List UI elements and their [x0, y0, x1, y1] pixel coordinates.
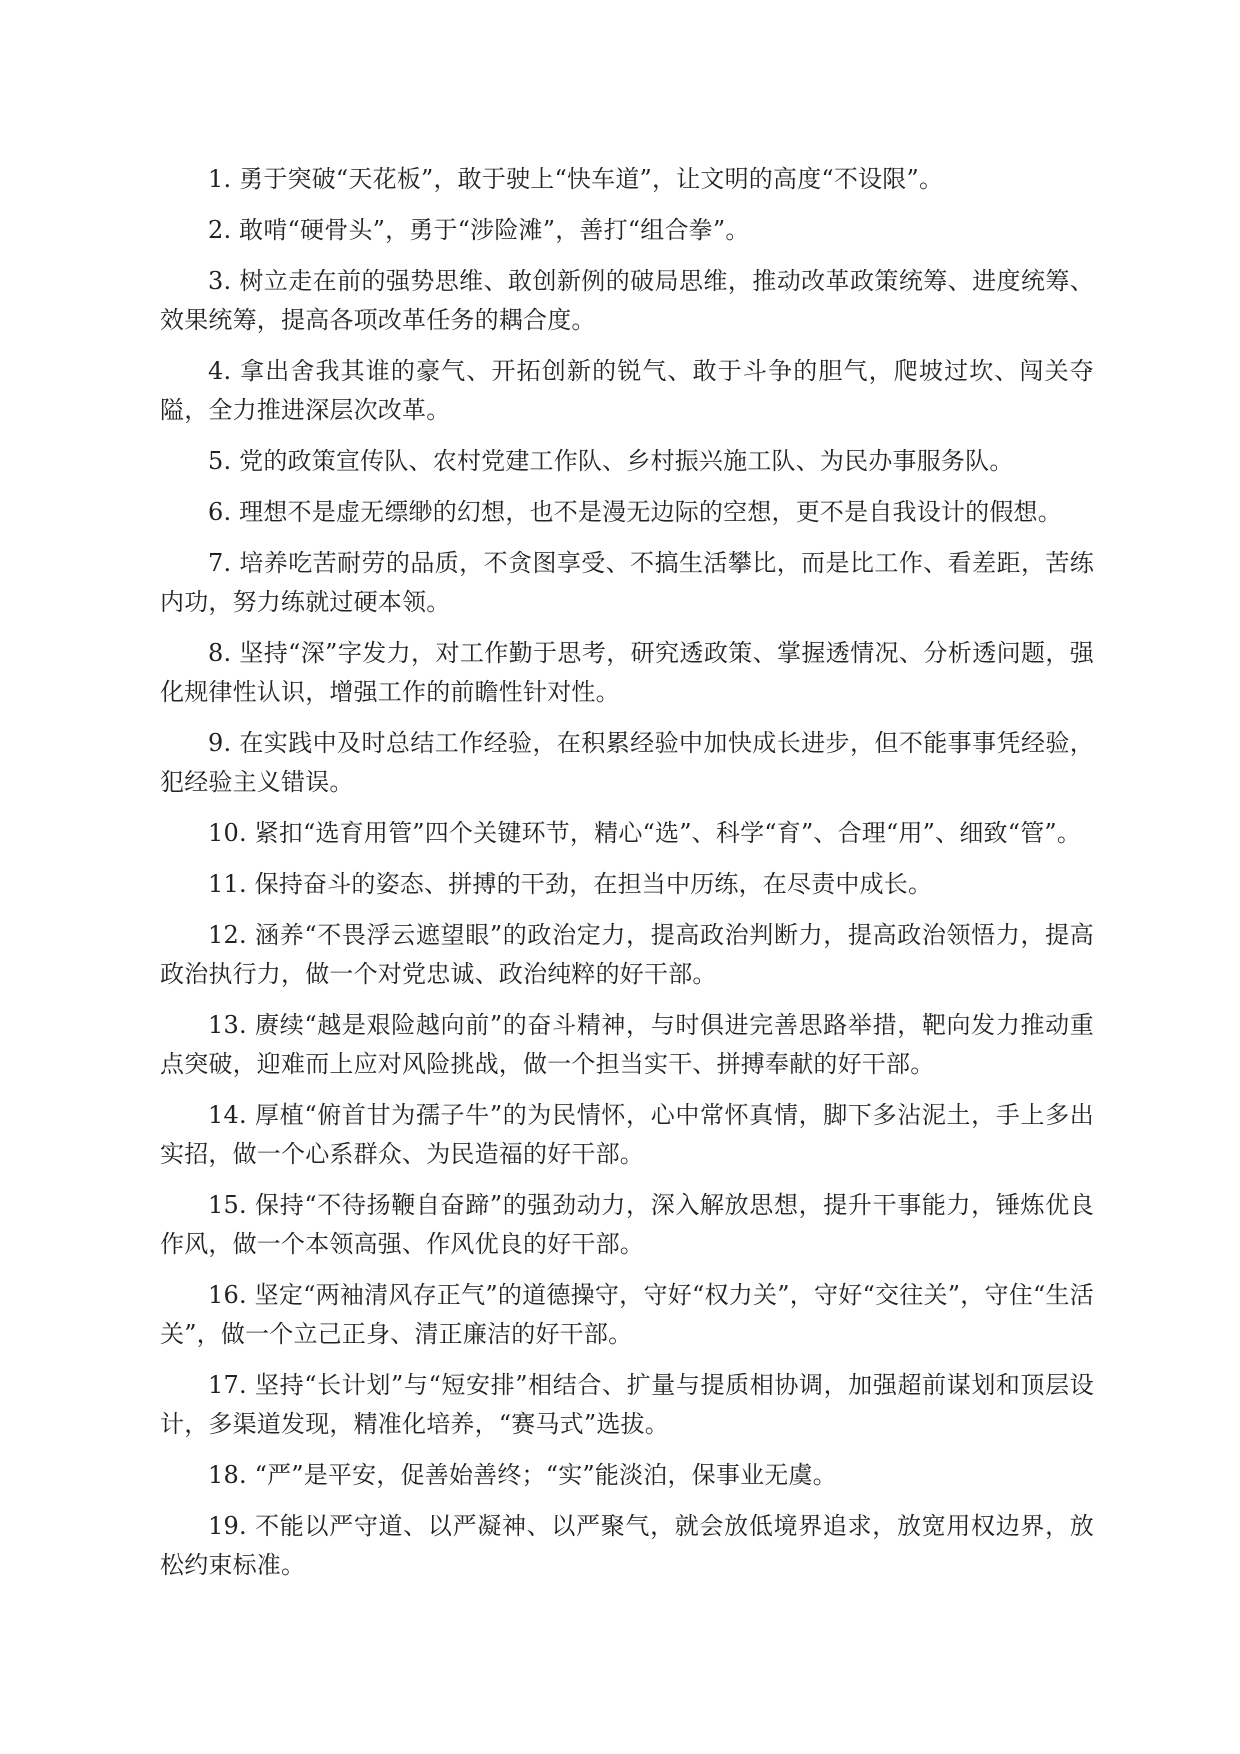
list-item-17: 17. 坚持“长计划”与“短安排”相结合、扩量与提质相协调，加强超前谋划和顶层设计，多渠道发现，精准化培养，“赛马式”选拔。	[160, 1371, 1094, 1438]
list-item-2: 2. 敢啃“硬骨头”，勇于“涉险滩”，善打“组合拳”。	[208, 216, 750, 244]
list-item-8: 8. 坚持“深”字发力，对工作勤于思考，研究透政策、掌握透情况、分析透问题，强化规律性认识，增强工作的前瞻性针对性。	[160, 639, 1094, 706]
list-item-7: 7. 培养吃苦耐劳的品质，不贪图享受、不搞生活攀比，而是比工作、看差距，苦练内功，努力练就过硬本领。	[160, 549, 1094, 616]
document-body	[160, 160, 1094, 1597]
list-item-4: 4. 拿出舍我其谁的豪气、开拓创新的锐气、敢于斗争的胆气，爬坡过坎、闯关夺隘，全力推进深层次改革。	[160, 357, 1094, 424]
list-item-14: 14. 厚植“俯首甘为孺子牛”的为民情怀，心中常怀真情，脚下多沾泥土，手上多出实招，做一个心系群众、为民造福的好干部。	[160, 1101, 1094, 1168]
list-item-5: 5. 党的政策宣传队、农村党建工作队、乡村振兴施工队、为民办事服务队。	[208, 447, 1014, 475]
list-item-3: 3. 树立走在前的强势思维、敢创新例的破局思维，推动改革政策统筹、进度统筹、效果统筹，提高各项改革任务的耦合度。	[160, 267, 1094, 334]
list-item-11: 11. 保持奋斗的姿态、拼搏的干劲，在担当中历练，在尽责中成长。	[208, 870, 933, 898]
list-item-1: 1. 勇于突破“天花板”，敢于驶上“快车道”，让文明的高度“不设限”。	[208, 165, 944, 193]
list-item-6: 6. 理想不是虚无缥缈的幻想，也不是漫无边际的空想，更不是自我设计的假想。	[208, 498, 1062, 526]
list-item-13: 13. 赓续“越是艰险越向前”的奋斗精神，与时俱进完善思路举措，靶向发力推动重点突破，迎难而上应对风险挑战，做一个担当实干、拼搏奉献的好干部。	[160, 1011, 1094, 1078]
list-item-19: 19. 不能以严守道、以严凝神、以严聚气，就会放低境界追求，放宽用权边界，放松约束标准。	[160, 1512, 1094, 1579]
list-item-9: 9. 在实践中及时总结工作经验，在积累经验中加快成长进步，但不能事事凭经验，犯经验主义错误。	[160, 729, 1094, 796]
list-item-18: 18. “严”是平安，促善始善终；“实”能淡泊，保事业无虞。	[208, 1461, 837, 1489]
list-item-12: 12. 涵养“不畏浮云遮望眼”的政治定力，提高政治判断力，提高政治领悟力，提高政治执行力，做一个对党忠诚、政治纯粹的好干部。	[160, 921, 1094, 988]
list-item-10: 10. 紧扣“选育用管”四个关键环节，精心“选”、科学“育”、合理“用”、细致“管”。	[208, 819, 1082, 847]
list-item-16: 16. 坚定“两袖清风存正气”的道德操守，守好“权力关”，守好“交往关”，守住“生活关”，做一个立己正身、清正廉洁的好干部。	[160, 1281, 1094, 1348]
list-item-15: 15. 保持“不待扬鞭自奋蹄”的强劲动力，深入解放思想，提升干事能力，锤炼优良作风，做一个本领高强、作风优良的好干部。	[160, 1191, 1094, 1258]
